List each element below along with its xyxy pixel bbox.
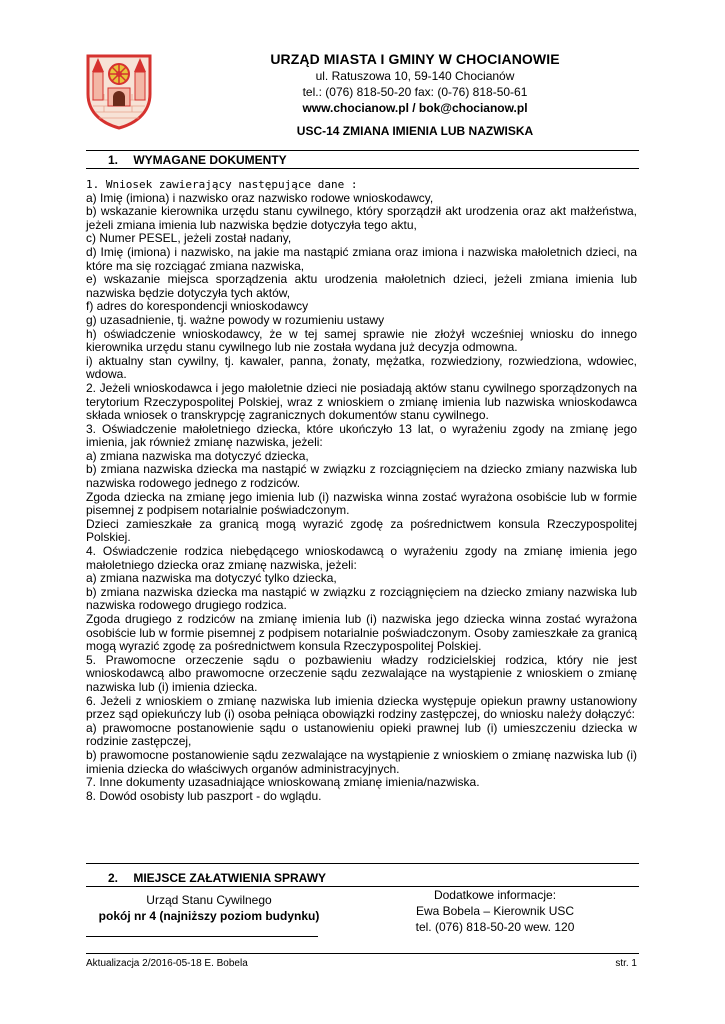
section-1-heading xyxy=(108,153,287,167)
coat-of-arms-icon xyxy=(84,50,154,130)
document-item: Zgoda drugiego z rodziców na zmianę imienia lub (i) nazwiska jego dziecka winna zostać wyrażona osobiście lub w formie pisemnej z podpisem notarialnie poświadczonym. Osoby zamieszkałe za granicą mogą wyrazić zgodę za pośrednictwem konsula Rzeczypospolitej Polskiej. xyxy=(86,612,637,654)
document-item: 6. Jeżeli z wnioskiem o zmianę nazwiska lub imienia dziecka występuje opiekun prawny ustanowiony przez sąd opiekuńczy lub (i) osoba pełniąca obowiązki rodziny zastępczej, do wniosku należy dołączyć: xyxy=(86,693,637,722)
additional-info-title: Dodatkowe informacje: xyxy=(433,888,557,902)
footer-update: Aktualizacja 2/2016-05-18 E. Bobela xyxy=(86,958,248,969)
document-item: c) Numer PESEL, jeżeli został nadany, xyxy=(86,231,292,246)
footer-page-number: str. 1 xyxy=(615,958,637,969)
document-item: 1. Wniosek zawierający następujące dane : xyxy=(86,178,358,191)
document-item: b) zmiana nazwiska dziecka ma nastąpić w związku z rozciągnięciem na dziecko zmiany nazwiska lub nazwiska rodowego jednego z rodziców. xyxy=(86,462,637,491)
document-item: e) wskazanie miejsca sporządzenia aktu urodzenia małoletnich dzieci, jeżeli zmiana imienia lub nazwiska będzie dotyczyła tych aktów, xyxy=(86,272,637,300)
office-location-name: Urząd Stanu Cywilnego xyxy=(146,893,272,907)
document-item: f) adres do korespondencji wnioskodawcy xyxy=(86,299,309,314)
document-item: 2. Jeżeli wnioskodawca i jego małoletnie dzieci nie posiadają aktów stanu cywilnego sporządzonych na terytorium Rzeczypospolitej Polskiej, wraz z wnioskiem o zmianę imienia lub nazwiska wnioskodawca składa wniosek o transkrypcję zagranicznych dokumentów stanu cywilnego. xyxy=(86,380,637,423)
office-phone-fax: tel.: (076) 818-50-20 fax: (0-76) 818-50-61 xyxy=(302,85,528,99)
document-item: 7. Inne dokumenty uzasadniające wnioskowaną zmianę imienia/nazwiska. xyxy=(86,775,480,790)
document-item: d) Imię (imiona) i nazwisko, na jakie ma nastąpić zmiana oraz imiona i nazwiska małoletnich dzieci, na które ma się rozciągać zmiana nazwiska, xyxy=(86,244,637,273)
document-item: a) zmiana nazwiska ma dotyczyć dziecka, xyxy=(86,448,309,463)
document-item: b) zmiana nazwiska dziecka ma nastąpić w związku z rozciągnięciem na dziecko zmiany nazwiska lub nazwiska rodowego drugiego rodzica. xyxy=(86,584,637,613)
additional-info-phone: tel. (076) 818-50-20 wew. 120 xyxy=(415,920,575,934)
document-item: Zgoda dziecka na zmianę jego imienia lub (i) nazwiska winna zostać wyrażona osobiście lub w formie pisemnej z podpisem notarialnie poświadczonym. xyxy=(86,489,637,518)
office-header xyxy=(200,50,630,116)
section-1-number: 1. xyxy=(108,153,119,167)
document-item: i) aktualny stan cywilny, tj. kawaler, panna, żonaty, mężatka, rozwiedziony, rozwiedziona, wdowiec, wdowa. xyxy=(86,353,637,382)
section-2-top-divider xyxy=(86,863,639,864)
document-item: h) oświadczenie wnioskodawcy, że w tej samej sprawie nie złożył wcześniej wniosku do innego kierownika urzędu stanu cywilnego lub nie została wydana już decyzja odmowna. xyxy=(86,326,637,355)
document-item: 3. Oświadczenie małoletniego dziecka, które ukończyło 13 lat, o wyrażeniu zgody na zmianę jego imienia, jak również zmianę nazwiska, jeżeli: xyxy=(86,421,637,450)
office-name: URZĄD MIASTA I GMINY W CHOCIANOWIE xyxy=(270,51,560,67)
office-web-email: www.chocianow.pl / bok@chocianow.pl xyxy=(302,101,528,115)
section-2-number: 2. xyxy=(108,871,119,885)
document-item: b) prawomocne postanowienie sądu zezwalające na wystąpienie z wnioskiem o zmianę nazwiska lub (i) imienia dziecka do właściwych organów administracyjnych. xyxy=(86,747,637,776)
document-item: b) wskazanie kierownika urzędu stanu cywilnego, który sporządził akt urodzenia oraz akt małżeństwa, jeżeli zmiana imienia lub nazwiska będzie dotyczyła tego aktu, xyxy=(86,204,637,232)
title-divider xyxy=(86,150,639,151)
document-item: a) prawomocne postanowienie sądu o ustanowieniu opieki prawnej lub (i) umieszczeniu dziecka w rodzinie zastępczej, xyxy=(86,720,637,749)
section-1-body xyxy=(86,178,637,803)
document-item: 5. Prawomocne orzeczenie sądu o pozbawieniu władzy rodzicielskiej rodzica, który nie jest wnioskodawcą albo prawomocne orzeczenie sądu zezwalające na wystąpienie z wnioskiem o zmianę nazwiska lub (i) imienia dziecka. xyxy=(86,652,637,694)
office-location xyxy=(86,892,332,924)
document-title: USC-14 ZMIANA IMIENIA LUB NAZWISKA xyxy=(296,124,534,138)
office-location-room: pokój nr 4 (najniższy poziom budynku) xyxy=(98,909,320,923)
section-2-title: MIEJSCE ZAŁATWIENIA SPRAWY xyxy=(133,871,327,885)
additional-info-person: Ewa Bobela – Kierownik USC xyxy=(415,904,575,918)
section-1-divider xyxy=(86,168,639,169)
additional-info xyxy=(360,887,630,935)
document-item: a) Imię (imiona) i nazwisko oraz nazwisko rodowe wnioskodawcy, xyxy=(86,190,434,205)
section-1-title: WYMAGANE DOKUMENTY xyxy=(133,153,287,167)
office-address: ul. Ratuszowa 10, 59-140 Chocianów xyxy=(315,69,515,83)
document-item: g) uzasadnienie, tj. ważne powody w rozumieniu ustawy xyxy=(86,312,385,327)
document-item: a) zmiana nazwiska ma dotyczyć tylko dziecka, xyxy=(86,571,337,586)
office-location-underline xyxy=(86,936,318,937)
document-item: 8. Dowód osobisty lub paszport - do wglądu. xyxy=(86,788,322,803)
footer-divider xyxy=(86,953,639,954)
document-item: Dzieci zamieszkałe za granicą mogą wyrazić zgodę za pośrednictwem konsula Rzeczypospolitej Polskiej. xyxy=(86,516,637,545)
document-item: 4. Oświadczenie rodzica niebędącego wnioskodawcą o wyrażeniu zgody na zmianę imienia jego małoletniego dziecka oraz zmianę nazwiska, jeżeli: xyxy=(86,544,637,572)
section-2-heading xyxy=(108,871,326,885)
